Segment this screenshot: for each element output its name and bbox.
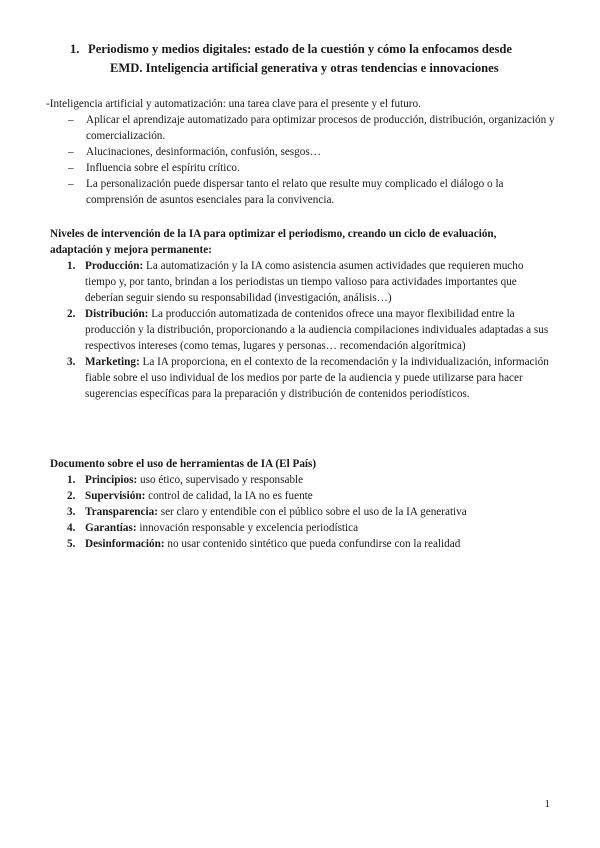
documento-list — [50, 472, 550, 552]
page-number: 1 — [544, 798, 550, 810]
dash-bullet-icon: – — [68, 162, 74, 174]
list-item: 2. Distribución: La producción automatizada de contenidos ofrece una mayor flexibilidad entre la producción y la distribución, proporcionando a la audiencia compilaciones individuales adaptadas a sus respectivos intereses (como temas, lugares y personas… recomendación algorítmica) — [67, 308, 549, 352]
list-item: – La personalización puede dispersar tanto el relato que resulte muy complicado el diálogo o la comprensión de asuntos esenciales para la convivencia. — [68, 178, 504, 206]
list-item: – Aplicar el aprendizaje automatizado para optimizar procesos de producción, distribución, organización y comercialización. — [68, 114, 555, 142]
intro-section — [48, 96, 558, 208]
list-item: 5. Desinformación: no usar contenido sintético que pueda confundirse con la realidad — [67, 538, 461, 550]
list-item: 1. Principios: uso ético, supervisado y responsable — [67, 474, 304, 486]
dash-bullet-icon: – — [68, 146, 74, 158]
list-item: 2. Supervisión: control de calidad, la IA no es fuente — [67, 490, 313, 502]
title-line-1: Periodismo y medios digitales: estado de la cuestión y cómo la enfocamos desde — [88, 42, 512, 56]
list-item: – Influencia sobre el espíritu crítico. — [68, 162, 240, 174]
dash-bullet-icon: – — [68, 178, 74, 190]
intro-lead: -Inteligencia artificial y automatización: una tarea clave para el presente y el futuro. — [46, 98, 421, 110]
list-item: – Alucinaciones, desinformación, confusión, sesgos… — [68, 146, 321, 158]
niveles-list — [50, 258, 550, 402]
list-item: 1. Producción: La automatización y la IA como asistencia asumen actividades que requieren mucho tiempo y, por tanto, brindan a los periodistas un tiempo valioso para actividades importantes que deberían seguir siendo su responsabilidad (investigación, análisis…) — [67, 260, 524, 304]
title-number: 1. — [70, 42, 80, 56]
list-item: 3. Marketing: La IA proporciona, en el contexto de la recomendación y la individualización, información fiable sobre el uso individual de los medios por parte de la audiencia y puede utilizarse para hacer sugerencias específicas para la preparación y distribución de contenidos periodísticos. — [67, 356, 549, 400]
intro-bullet-list — [48, 112, 558, 208]
dash-bullet-icon: – — [68, 114, 74, 126]
niveles-section — [50, 226, 550, 402]
title-line-2: EMD. Inteligencia artificial generativa y otras tendencias e innovaciones — [110, 61, 499, 75]
list-item: 3. Transparencia: ser claro y entendible con el público sobre el uso de la IA generativa — [67, 506, 467, 518]
section-heading: Niveles de intervención de la IA para optimizar el periodismo, creando un ciclo de evaluación, adaptación y mejora permanente: — [50, 228, 497, 256]
list-item: 4. Garantías: innovación responsable y excelencia periodística — [67, 522, 359, 534]
documento-section — [50, 456, 550, 552]
section-heading: Documento sobre el uso de herramientas de IA (El País) — [50, 458, 317, 470]
